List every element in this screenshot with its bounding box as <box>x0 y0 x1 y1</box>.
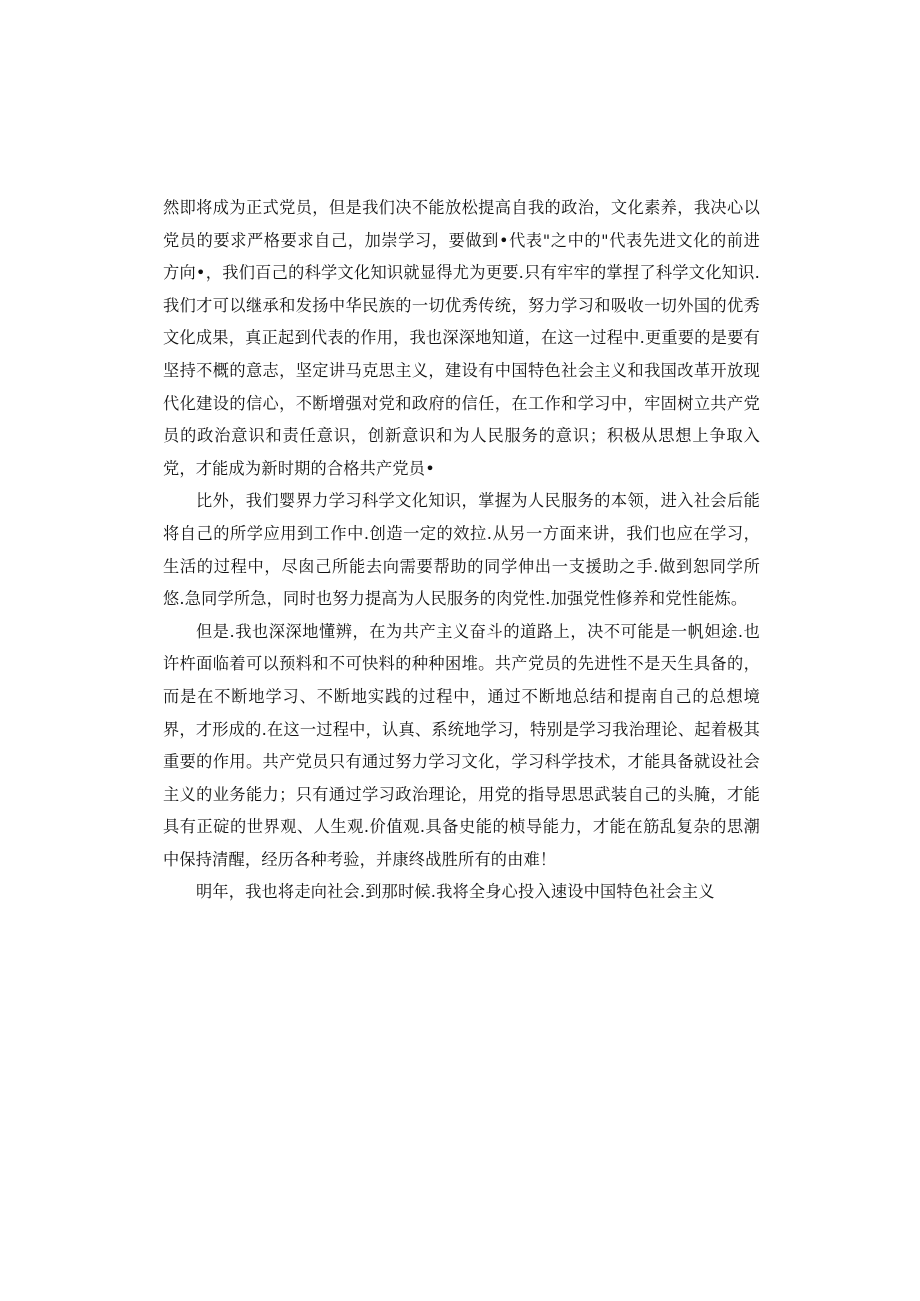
document-body <box>163 192 760 909</box>
paragraph-4: 明年，我也将走向社会.到那时候.我将全身心投入速设中国特色社会主义 <box>196 882 715 902</box>
paragraph-1: 然即将成为正式党员，但是我们决不能放松提高自我的政治，文化素养，我决心以党员的要求严格要求自己，加崇学习，要做到•代表"之中的"代表先进文化的前进方向•，我们百己的科学文化知识就显得尤为更要.只有牢牢的掌捏了科学文化知识.我们才可以继承和发扬中华民族的一切优秀传统，努力学习和吸收一切外国的优秀文化成果，真正起到代表的作用，我也深深地知道，在这一过程中.更重要的是要有坚持不概的意志，坚定讲马克思主义，建设有中国特色社会主义和我国改革开放现代化建设的信心，不断增强对党和政府的信任，在工作和学习中，牢固树立共产党员的政治意识和责任意识，创新意识和为人民服务的意识；积极从思想上争取入党，才能成为新时期的合格共产党员• <box>163 198 760 478</box>
paragraph-2: 比外，我们婴界力学习科学文化知识，掌握为人民服务的本领，进入社会后能将自己的所学应用到工作中.创造一定的效拉.从另一方面来讲，我们也应在学习，生活的过程中，尽囱己所能去向需要帮助的同学伸出一支援助之手.做到恕同学所悠.急同学所急，同时也努力提高为人民服务的肉党性.加强党性修养和党性能炼。 <box>163 491 760 609</box>
paragraph-3: 但是.我也深深地懂辨，在为共产主义奋斗的道路上，决不可能是一帆妲途.也许杵面临着可以预料和不可快料的种种困堆。共产党员的先进性不是天生具备的，而是在不断地学习、不断地实践的过程中，通过不断地总结和提南自己的总想境界，才形成的.在这一过程中，认真、系统地学习，特别是学习我治理论、起着极其重要的作用。共产党员只有通过努力学习文化，学习科学技术，才能具备就设社会主义的业务能力；只有通过学习政治理论，用党的指导思思武装自己的头腌，才能具有正碇的世界观、人生观.价值观.具备史能的桢导能力，才能在筋乱复杂的思潮中保持清醒，经历各种考验，并康终战胜所有的由难！ <box>163 621 760 869</box>
